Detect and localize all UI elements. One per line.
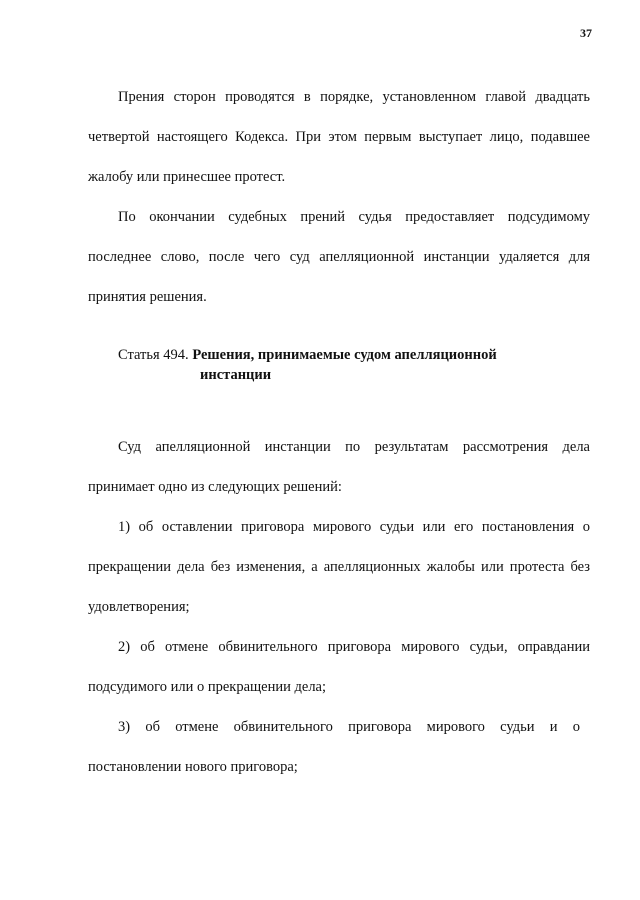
page-number: 37	[580, 26, 592, 40]
paragraph-2-line-2: последнее слово, после чего суд апелляционной инстанции удаляется для	[88, 249, 590, 265]
item-3-line-2: постановлении нового приговора;	[88, 759, 298, 775]
paragraph-2-line-1: По окончании судебных прений судья предоставляет подсудимому	[118, 209, 590, 225]
item-2-line-2: подсудимого или о прекращении дела;	[88, 679, 327, 695]
item-3-line-1: 3) об отмене обвинительного приговора мирового судьи и о	[118, 719, 580, 735]
article-heading-line-1	[118, 346, 497, 364]
article-title: Решения, принимаемые судом апелляционной	[192, 347, 497, 363]
article-heading-line-2: инстанции	[200, 367, 272, 383]
paragraph-2-line-3: принятия решения.	[88, 289, 207, 305]
article-prefix: Статья 494.	[118, 347, 189, 363]
item-2-line-1: 2) об отмене обвинительного приговора мирового судьи, оправдании	[118, 639, 590, 655]
paragraph-1-line-1: Прения сторон проводятся в порядке, установленном главой двадцать	[118, 89, 590, 105]
item-1-line-2: прекращении дела без изменения, а апелляционных жалобы или протеста без	[88, 559, 590, 575]
paragraph-3-line-1: Суд апелляционной инстанции по результатам рассмотрения дела	[118, 439, 590, 455]
paragraph-1-line-3: жалобу или принесшее протест.	[88, 169, 286, 185]
paragraph-1-line-2: четвертой настоящего Кодекса. При этом первым выступает лицо, подавшее	[88, 129, 590, 145]
paragraph-3-line-2: принимает одно из следующих решений:	[88, 479, 342, 495]
item-1-line-3: удовлетворения;	[88, 599, 190, 615]
item-1-line-1: 1) об оставлении приговора мирового судьи или его постановления о	[118, 519, 590, 535]
